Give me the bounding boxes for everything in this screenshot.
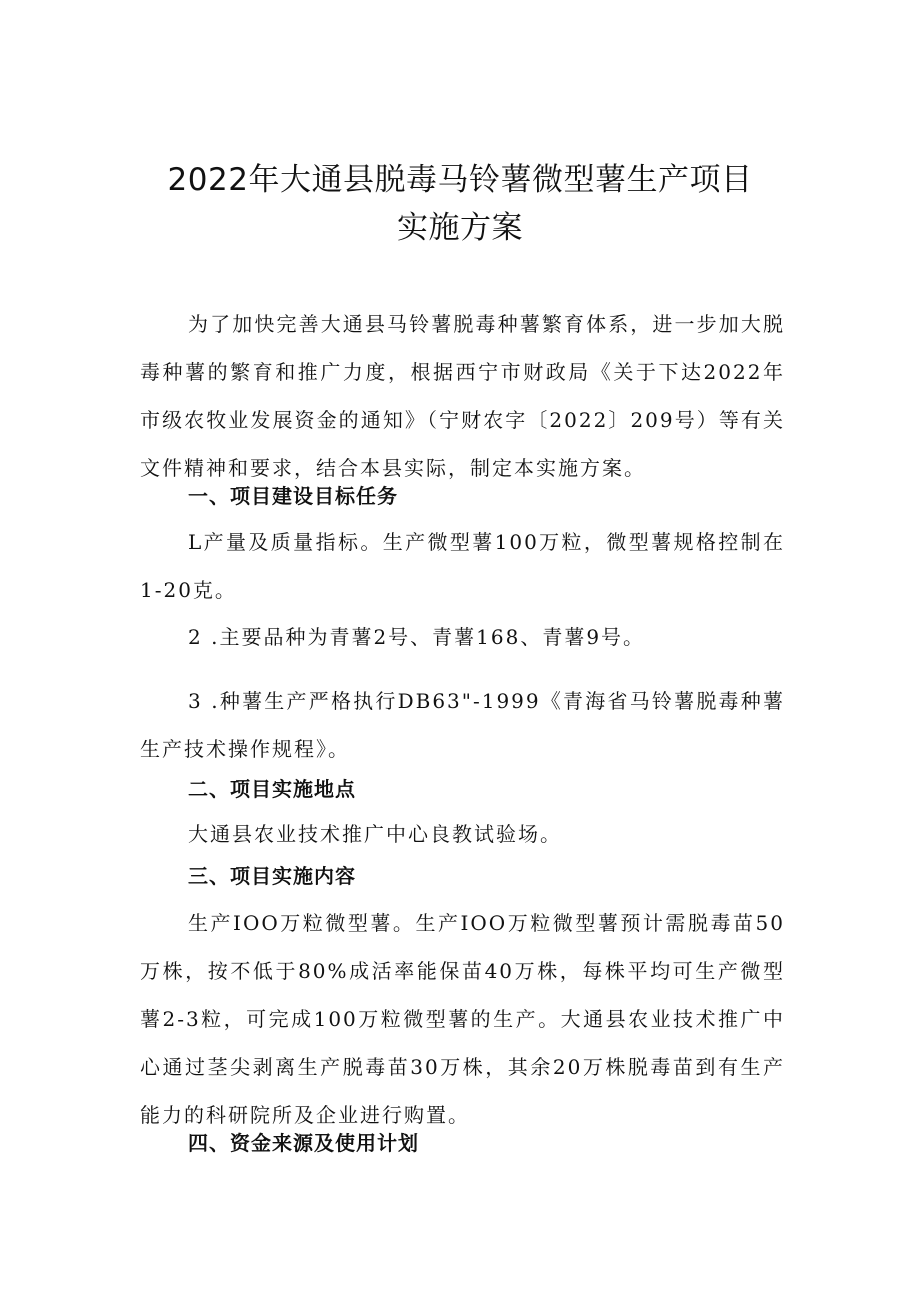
location-paragraph: 大通县农业技术推广中心良教试验场。: [188, 822, 562, 846]
document-title-line2: 实施方案: [397, 210, 523, 246]
intro-paragraph: 为了加快完善大通县马铃薯脱毒种薯繁育体系，进一步加大脱毒种薯的繁育和推广力度，根据西宁市财政局《关于下达2022年市级农牧业发展资金的通知》（宁财农字〔2022〕209号）等有关文件精神和要求，结合本县实际，制定本实施方案。: [140, 312, 785, 480]
target-item-standard: 3 .种薯生产严格执行DB63"-1999《青海省马铃薯脱毒种薯生产技术操作规程》。: [140, 689, 785, 761]
target-item-varieties: 2 .主要品种为青薯2号、青薯168、青薯9号。: [188, 625, 646, 649]
section-heading-funding: 四、资金来源及使用计划: [188, 1131, 419, 1155]
target-item-output-quality: L产量及质量指标。生产微型薯100万粒，微型薯规格控制在1-20克。: [140, 530, 785, 602]
section-heading-location: 二、项目实施地点: [188, 777, 356, 801]
document-title: 2022年大通县脱毒马铃薯微型薯生产项目: [167, 162, 753, 198]
content-paragraph: 生产IOO万粒微型薯。生产IOO万粒微型薯预计需脱毒苗50万株，按不低于80%成活率能保苗40万株，每株平均可生产微型薯2-3粒，可完成100万粒微型薯的生产。大通县农业技术推广中心通过茎尖剥离生产脱毒苗30万株，其余20万株脱毒苗到有生产能力的科研院所及企业进行购置。: [140, 911, 785, 1127]
section-heading-content: 三、项目实施内容: [188, 864, 356, 888]
section-heading-targets: 一、项目建设目标任务: [188, 484, 398, 508]
